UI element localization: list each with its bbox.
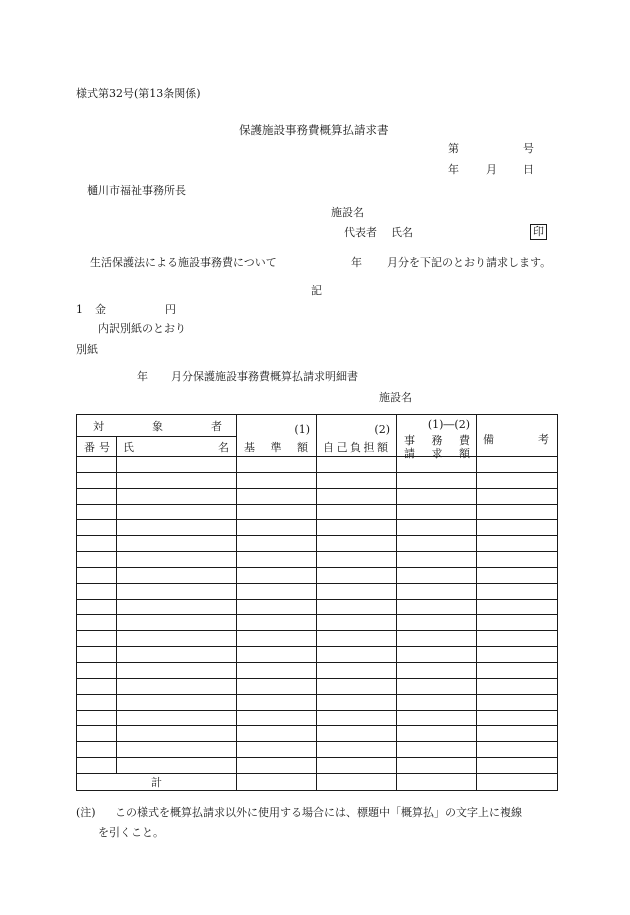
breakdown-note: 内訳別紙のとおり <box>98 322 186 335</box>
row-remarks-cell[interactable] <box>477 457 558 473</box>
target-person-header: 対 象 者 <box>77 415 237 437</box>
row-number-cell[interactable] <box>77 647 117 663</box>
row-office-fee-cell[interactable] <box>397 742 477 758</box>
row-remarks-cell[interactable] <box>477 662 558 678</box>
ki-heading: 記 <box>311 284 322 297</box>
row-name-cell[interactable] <box>117 457 237 473</box>
row-remarks-cell[interactable] <box>477 710 558 726</box>
row-self-burden-cell[interactable] <box>317 647 397 663</box>
number-header: 番 号 <box>77 437 117 457</box>
row-remarks-cell[interactable] <box>477 520 558 536</box>
row-name-cell[interactable] <box>117 488 237 504</box>
representative-label: 代表者 <box>344 226 377 239</box>
row-remarks-cell[interactable] <box>477 536 558 552</box>
row-office-fee-cell[interactable] <box>397 710 477 726</box>
note-line2: を引くこと。 <box>98 826 164 839</box>
row-remarks-cell[interactable] <box>477 599 558 615</box>
row-standard-amount-cell[interactable] <box>237 457 317 473</box>
table-row <box>77 758 558 774</box>
row-name-cell[interactable] <box>117 567 237 583</box>
row-office-fee-cell[interactable] <box>397 599 477 615</box>
name-label: 氏名 <box>391 226 413 239</box>
row-remarks-cell[interactable] <box>477 615 558 631</box>
row-standard-amount-cell[interactable] <box>237 694 317 710</box>
total-self-burden[interactable] <box>317 773 397 790</box>
seal-mark: 印 <box>530 224 547 240</box>
row-self-burden-cell[interactable] <box>317 694 397 710</box>
row-name-cell[interactable] <box>117 631 237 647</box>
row-self-burden-cell[interactable] <box>317 567 397 583</box>
detail-table <box>76 414 558 791</box>
row-standard-amount-cell[interactable] <box>237 631 317 647</box>
row-name-cell[interactable] <box>117 599 237 615</box>
row-office-fee-cell[interactable] <box>397 631 477 647</box>
request-text-part2: 月分を下記のとおり請求します。 <box>387 256 552 269</box>
row-number-cell[interactable] <box>77 583 117 599</box>
row-standard-amount-cell[interactable] <box>237 647 317 663</box>
table-row <box>77 726 558 742</box>
row-remarks-cell[interactable] <box>477 488 558 504</box>
row-self-burden-cell[interactable] <box>317 472 397 488</box>
row-self-burden-cell[interactable] <box>317 758 397 774</box>
row-self-burden-cell[interactable] <box>317 457 397 473</box>
row-standard-amount-cell[interactable] <box>237 758 317 774</box>
row-self-burden-cell[interactable] <box>317 662 397 678</box>
row-self-burden-cell[interactable] <box>317 678 397 694</box>
date-year: 年 <box>448 163 459 176</box>
table-row <box>77 615 558 631</box>
row-remarks-cell[interactable] <box>477 742 558 758</box>
row-self-burden-cell[interactable] <box>317 615 397 631</box>
row-standard-amount-cell[interactable] <box>237 504 317 520</box>
note-line1: この様式を概算払請求以外に使用する場合には、標題中「概算払」の文字上に複線 <box>115 806 522 819</box>
row-self-burden-cell[interactable] <box>317 599 397 615</box>
row-standard-amount-cell[interactable] <box>237 552 317 568</box>
row-name-cell[interactable] <box>117 726 237 742</box>
row-office-fee-cell[interactable] <box>397 678 477 694</box>
row-office-fee-cell[interactable] <box>397 472 477 488</box>
name-header: 氏 名 <box>117 437 237 457</box>
row-office-fee-cell[interactable] <box>397 694 477 710</box>
row-office-fee-cell[interactable] <box>397 520 477 536</box>
table-row <box>77 583 558 599</box>
row-number-cell[interactable] <box>77 457 117 473</box>
total-standard-amount[interactable] <box>237 773 317 790</box>
row-remarks-cell[interactable] <box>477 583 558 599</box>
table-row <box>77 631 558 647</box>
detail-title-year: 年 <box>137 370 148 383</box>
row-number-cell[interactable] <box>77 520 117 536</box>
row-office-fee-cell[interactable] <box>397 488 477 504</box>
row-number-cell[interactable] <box>77 567 117 583</box>
request-text-year: 年 <box>351 256 362 269</box>
row-number-cell[interactable] <box>77 694 117 710</box>
row-name-cell[interactable] <box>117 552 237 568</box>
self-burden-header: (2) 自己負担額 <box>317 415 397 457</box>
row-name-cell[interactable] <box>117 758 237 774</box>
row-standard-amount-cell[interactable] <box>237 726 317 742</box>
detail-facility-label: 施設名 <box>379 391 412 404</box>
row-number-cell[interactable] <box>77 726 117 742</box>
row-number-cell[interactable] <box>77 472 117 488</box>
table-row <box>77 552 558 568</box>
attachment-label: 別紙 <box>76 343 98 356</box>
row-self-burden-cell[interactable] <box>317 536 397 552</box>
date-month: 月 <box>486 163 497 176</box>
row-standard-amount-cell[interactable] <box>237 488 317 504</box>
table-row <box>77 472 558 488</box>
row-name-cell[interactable] <box>117 742 237 758</box>
row-office-fee-cell[interactable] <box>397 567 477 583</box>
row-self-burden-cell[interactable] <box>317 552 397 568</box>
row-name-cell[interactable] <box>117 472 237 488</box>
amount-label: 金 <box>95 303 106 316</box>
row-name-cell[interactable] <box>117 710 237 726</box>
row-number-cell[interactable] <box>77 662 117 678</box>
table-row <box>77 694 558 710</box>
table-row <box>77 647 558 663</box>
row-number-cell[interactable] <box>77 615 117 631</box>
amount-unit: 円 <box>165 303 176 316</box>
note-label: (注) <box>76 806 96 819</box>
addressee: 樋川市福祉事務所長 <box>87 184 186 197</box>
table-row <box>77 662 558 678</box>
row-name-cell[interactable] <box>117 647 237 663</box>
amount-number: 1 <box>76 303 83 316</box>
row-standard-amount-cell[interactable] <box>237 599 317 615</box>
doc-number-go: 号 <box>523 142 534 155</box>
row-remarks-cell[interactable] <box>477 647 558 663</box>
row-name-cell[interactable] <box>117 694 237 710</box>
row-remarks-cell[interactable] <box>477 678 558 694</box>
total-row <box>77 773 558 790</box>
row-standard-amount-cell[interactable] <box>237 615 317 631</box>
row-self-burden-cell[interactable] <box>317 520 397 536</box>
row-self-burden-cell[interactable] <box>317 742 397 758</box>
row-remarks-cell[interactable] <box>477 694 558 710</box>
row-office-fee-cell[interactable] <box>397 647 477 663</box>
row-office-fee-cell[interactable] <box>397 504 477 520</box>
table-row <box>77 520 558 536</box>
table-row <box>77 710 558 726</box>
row-standard-amount-cell[interactable] <box>237 678 317 694</box>
row-remarks-cell[interactable] <box>477 567 558 583</box>
row-number-cell[interactable] <box>77 536 117 552</box>
row-office-fee-cell[interactable] <box>397 552 477 568</box>
row-remarks-cell[interactable] <box>477 472 558 488</box>
request-text-part1: 生活保護法による施設事務費について <box>90 256 277 269</box>
detail-title: 月分保護施設事務費概算払請求明細書 <box>171 370 358 383</box>
table-row <box>77 488 558 504</box>
row-number-cell[interactable] <box>77 552 117 568</box>
total-remarks[interactable] <box>477 773 558 790</box>
doc-number-dai: 第 <box>448 142 459 155</box>
row-name-cell[interactable] <box>117 583 237 599</box>
total-office-fee[interactable] <box>397 773 477 790</box>
row-number-cell[interactable] <box>77 599 117 615</box>
row-self-burden-cell[interactable] <box>317 504 397 520</box>
row-name-cell[interactable] <box>117 615 237 631</box>
table-row <box>77 678 558 694</box>
row-standard-amount-cell[interactable] <box>237 472 317 488</box>
row-self-burden-cell[interactable] <box>317 488 397 504</box>
table-row <box>77 536 558 552</box>
row-remarks-cell[interactable] <box>477 552 558 568</box>
table-row <box>77 742 558 758</box>
row-number-cell[interactable] <box>77 504 117 520</box>
table-row <box>77 567 558 583</box>
form-number: 様式第32号(第13条関係) <box>76 87 201 100</box>
row-number-cell[interactable] <box>77 758 117 774</box>
row-self-burden-cell[interactable] <box>317 726 397 742</box>
row-office-fee-cell[interactable] <box>397 615 477 631</box>
row-self-burden-cell[interactable] <box>317 631 397 647</box>
row-number-cell[interactable] <box>77 488 117 504</box>
row-remarks-cell[interactable] <box>477 504 558 520</box>
row-standard-amount-cell[interactable] <box>237 583 317 599</box>
row-number-cell[interactable] <box>77 742 117 758</box>
row-self-burden-cell[interactable] <box>317 710 397 726</box>
row-number-cell[interactable] <box>77 631 117 647</box>
row-number-cell[interactable] <box>77 678 117 694</box>
row-office-fee-cell[interactable] <box>397 758 477 774</box>
facility-name-label: 施設名 <box>331 206 364 219</box>
row-name-cell[interactable] <box>117 536 237 552</box>
row-name-cell[interactable] <box>117 504 237 520</box>
row-name-cell[interactable] <box>117 678 237 694</box>
row-remarks-cell[interactable] <box>477 726 558 742</box>
table-row <box>77 504 558 520</box>
row-self-burden-cell[interactable] <box>317 583 397 599</box>
row-office-fee-cell[interactable] <box>397 536 477 552</box>
row-office-fee-cell[interactable] <box>397 662 477 678</box>
row-standard-amount-cell[interactable] <box>237 710 317 726</box>
row-office-fee-cell[interactable] <box>397 726 477 742</box>
row-name-cell[interactable] <box>117 662 237 678</box>
standard-amount-header: (1) 基 準 額 <box>237 415 317 457</box>
row-standard-amount-cell[interactable] <box>237 662 317 678</box>
row-standard-amount-cell[interactable] <box>237 536 317 552</box>
row-remarks-cell[interactable] <box>477 758 558 774</box>
office-fee-header: (1)―(2) 事 務 費 請 求 額 <box>397 415 477 457</box>
row-remarks-cell[interactable] <box>477 631 558 647</box>
document-title: 保護施設事務費概算払請求書 <box>239 123 389 137</box>
row-standard-amount-cell[interactable] <box>237 567 317 583</box>
row-name-cell[interactable] <box>117 520 237 536</box>
table-row <box>77 457 558 473</box>
row-standard-amount-cell[interactable] <box>237 520 317 536</box>
remarks-header: 備 考 <box>477 415 558 457</box>
row-number-cell[interactable] <box>77 710 117 726</box>
row-office-fee-cell[interactable] <box>397 583 477 599</box>
row-standard-amount-cell[interactable] <box>237 742 317 758</box>
total-label: 計 <box>77 773 237 790</box>
table-row <box>77 599 558 615</box>
date-day: 日 <box>523 163 534 176</box>
